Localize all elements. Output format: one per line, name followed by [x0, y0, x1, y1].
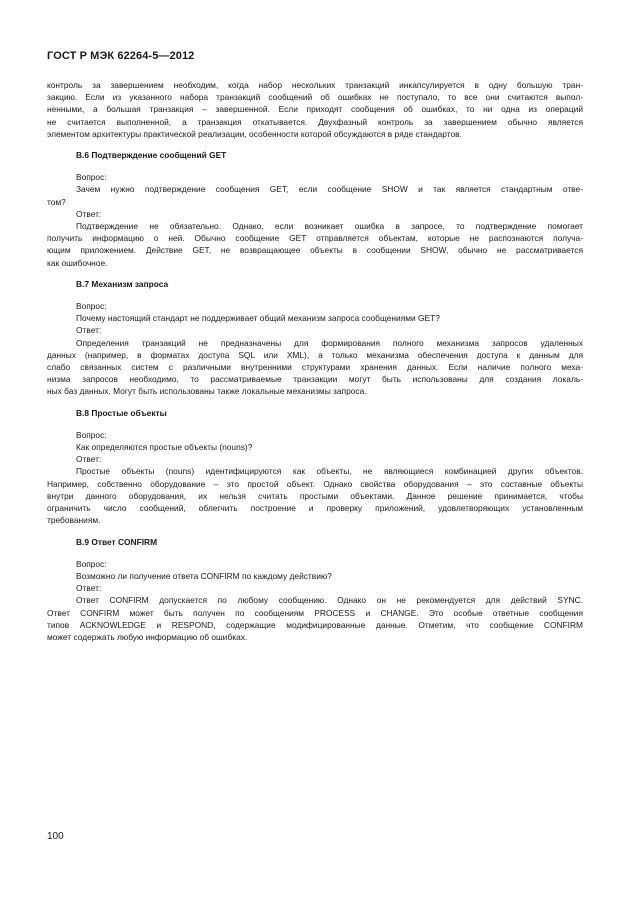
section-heading-b9: В.9 Ответ CONFIRM [76, 536, 158, 547]
answer-label: Ответ: [76, 583, 102, 594]
intro-line: не считается выполненной, а транзакция откатывается. Двухфазный контроль за завершением обычно является [47, 116, 583, 127]
answer-line: Простые объекты (nouns) идентифицируются как объекты, не являющиеся комбинацией других объектов. [76, 466, 583, 477]
document-header: ГОСТ Р МЭК 62264-5—2012 [47, 50, 195, 62]
answer-line: Ответ CONFIRM может быть получен по сообщениям PROCESS и CHANGE. Это особые ответные сообщения [47, 607, 583, 618]
intro-line: закцию. Если из указанного набора транзакций сообщений об ошибках не поступало, то все они считаются выпол- [47, 92, 583, 103]
answer-line: низма запросов необходимо, то рассматриваемые транзакции могут быть использованы для создания локаль- [47, 374, 583, 385]
answer-line: данных (например, в форматах доступа SQL или XML), а только механизма обеспечения доступа к данным для [47, 349, 583, 360]
answer-line: ограничить число сообщений, облегчить построение и проверку приложений, удовлетворяющих установленным [47, 503, 583, 514]
intro-line: элементом архитектуры практической реализации, особенности которой обсуждаются в ряде стандартов. [47, 128, 462, 139]
section-heading-b7: В.7 Механизм запроса [76, 278, 169, 289]
answer-line: может содержать любую информацию об ошибках. [47, 631, 248, 642]
question-label: Вопрос: [76, 301, 107, 312]
answer-line: получить информацию о ней. Обычно сообщение GET отправляется объектам, которые не распознаются получа- [47, 233, 583, 244]
answer-line: внутри данного оборудования, их нельзя считать простыми объектами. Данное решение принимается, чтобы [47, 490, 583, 501]
question-line: том? [47, 196, 66, 207]
document-body [47, 79, 583, 643]
answer-line: типов ACKNOWLEDGE и RESPOND, содержащие модифицированные данные. Отметим, что сообщение CONFIRM [47, 619, 583, 630]
answer-line: Например, собственно оборудование – это простой объект. Однако свойства оборудования – это составные объекты [47, 478, 583, 489]
question-label: Вопрос: [76, 172, 107, 183]
intro-line: контроль за завершением необходим, когда набор нескольких транзакций инкапсулируется в одну большую тран- [47, 80, 583, 90]
answer-line: Подтверждение не обязательно. Однако, если возникает ошибка в запросе, то подтверждение помогает [76, 221, 583, 232]
answer-label: Ответ: [76, 325, 102, 336]
question-label: Вопрос: [76, 429, 107, 440]
answer-line: Определения транзакций не предназначены для формирования полного механизма запросов удаленных [76, 337, 583, 348]
question-line: Как определяются простые объекты (nouns)? [76, 442, 253, 453]
answer-label: Ответ: [76, 454, 102, 465]
page-number: 100 [47, 831, 64, 842]
question-line: Почему настоящий стандарт не поддерживает общий механизм запроса сообщениями GET? [76, 313, 440, 324]
answer-line: ных баз данных. Могут быть использованы также локальные механизмы запроса. [47, 386, 367, 397]
question-label: Вопрос: [76, 558, 107, 569]
answer-line: как ошибочное. [47, 257, 108, 268]
question-line: Зачем нужно подтверждение сообщения GET, если сообщение SHOW и так является стандартным отве- [76, 184, 583, 195]
answer-line: слабо связанных систем с различными внутренними структурами хранения данных. Если наличие полного меха- [47, 362, 583, 373]
section-heading-b6: В.6 Подтверждение сообщений GET [76, 150, 227, 161]
answer-line: Ответ CONFIRM допускается по любому сообщению. Однако он не рекомендуется для действий SYNC. [76, 595, 583, 606]
answer-line: ющим приложением. Действие GET, не возвращающее объекты в сообщении SHOW, обычно не рассматривается [47, 245, 583, 256]
answer-label: Ответ: [76, 208, 102, 219]
question-line: Возможно ли получение ответа CONFIRM по каждому действию? [76, 570, 332, 581]
section-heading-b8: В.8 Простые объекты [76, 407, 167, 418]
answer-line: требованиям. [47, 515, 101, 526]
intro-line: ненными, а большая транзакция – завершенной. Если приходят сообщения об ошибках, то ни одна из операций [47, 104, 583, 115]
